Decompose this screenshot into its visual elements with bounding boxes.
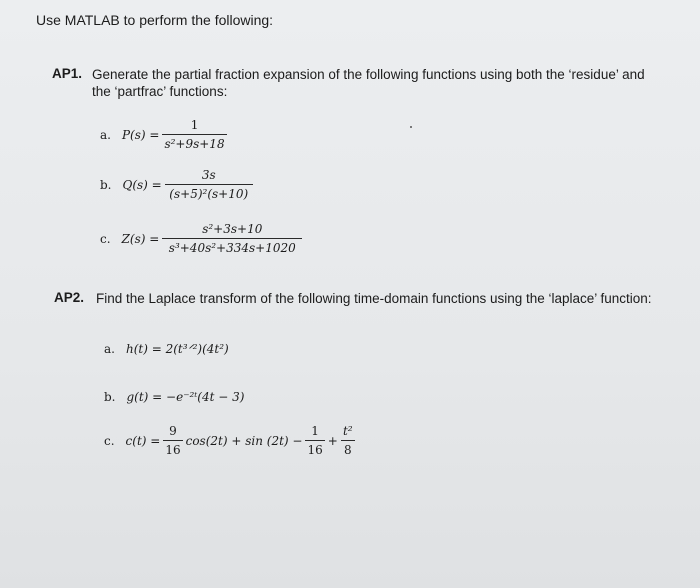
fraction: [305, 424, 324, 457]
fraction-numerator: 1: [162, 118, 226, 135]
ap2-item-a: [104, 342, 229, 356]
ap1-id: AP1.: [52, 66, 83, 81]
item-expression: h(t) = 2(t³ᐟ²)(4t²): [125, 342, 229, 356]
fraction-denominator: (s+5)²(s+10): [169, 187, 249, 201]
speck-mark: [410, 126, 412, 128]
item-lhs: Z(s) =: [121, 231, 160, 246]
fraction: [163, 424, 182, 457]
fraction-numerator: 9: [163, 424, 182, 441]
fraction: [162, 118, 226, 151]
fraction-denominator: 16: [165, 443, 181, 457]
ap1-item-a: [100, 118, 227, 151]
fraction: [341, 424, 355, 457]
fraction: [165, 168, 253, 201]
item-lhs: Q(s) =: [122, 177, 162, 192]
fraction-numerator: 3s: [165, 168, 253, 185]
page-heading: Use MATLAB to perform the following:: [36, 12, 274, 28]
fraction-denominator: 8: [343, 443, 352, 457]
ap2-instructions: Find the Laplace transform of the following time-domain functions using the ‘laplace’ function:: [96, 291, 652, 306]
ap1-item-b: [100, 168, 253, 201]
ap1-item-c: [100, 222, 302, 255]
ap1-instructions: Generate the partial fraction expansion of the following functions using both the ‘residue’ and the ‘partfrac’ functions:: [92, 67, 645, 99]
ap2-item-c: [104, 424, 355, 457]
item-letter: b.: [104, 390, 116, 404]
item-lhs: c(t) =: [125, 433, 161, 448]
item-letter: c.: [104, 433, 115, 448]
fraction-denominator: s³+40s²+334s+1020: [168, 241, 296, 255]
fraction-numerator: 1: [305, 424, 324, 441]
item-letter: a.: [100, 127, 111, 142]
plus-sign: +: [327, 433, 338, 448]
fraction-numerator: s²+3s+10: [162, 222, 302, 239]
ap2-id: AP2.: [54, 290, 85, 305]
fraction: [162, 222, 302, 255]
fraction-denominator: 16: [307, 443, 323, 457]
ap2-item-b: [104, 390, 244, 404]
expression-middle: cos(2t) + sin (2t) −: [185, 433, 303, 448]
item-letter: b.: [100, 177, 112, 192]
item-letter: a.: [104, 342, 115, 356]
item-expression: g(t) = −e⁻²ᵗ(4t − 3): [126, 390, 245, 404]
item-lhs: P(s) =: [121, 127, 160, 142]
item-letter: c.: [100, 231, 111, 246]
fraction-denominator: s²+9s+18: [164, 137, 225, 151]
fraction-numerator: t²: [341, 424, 355, 441]
